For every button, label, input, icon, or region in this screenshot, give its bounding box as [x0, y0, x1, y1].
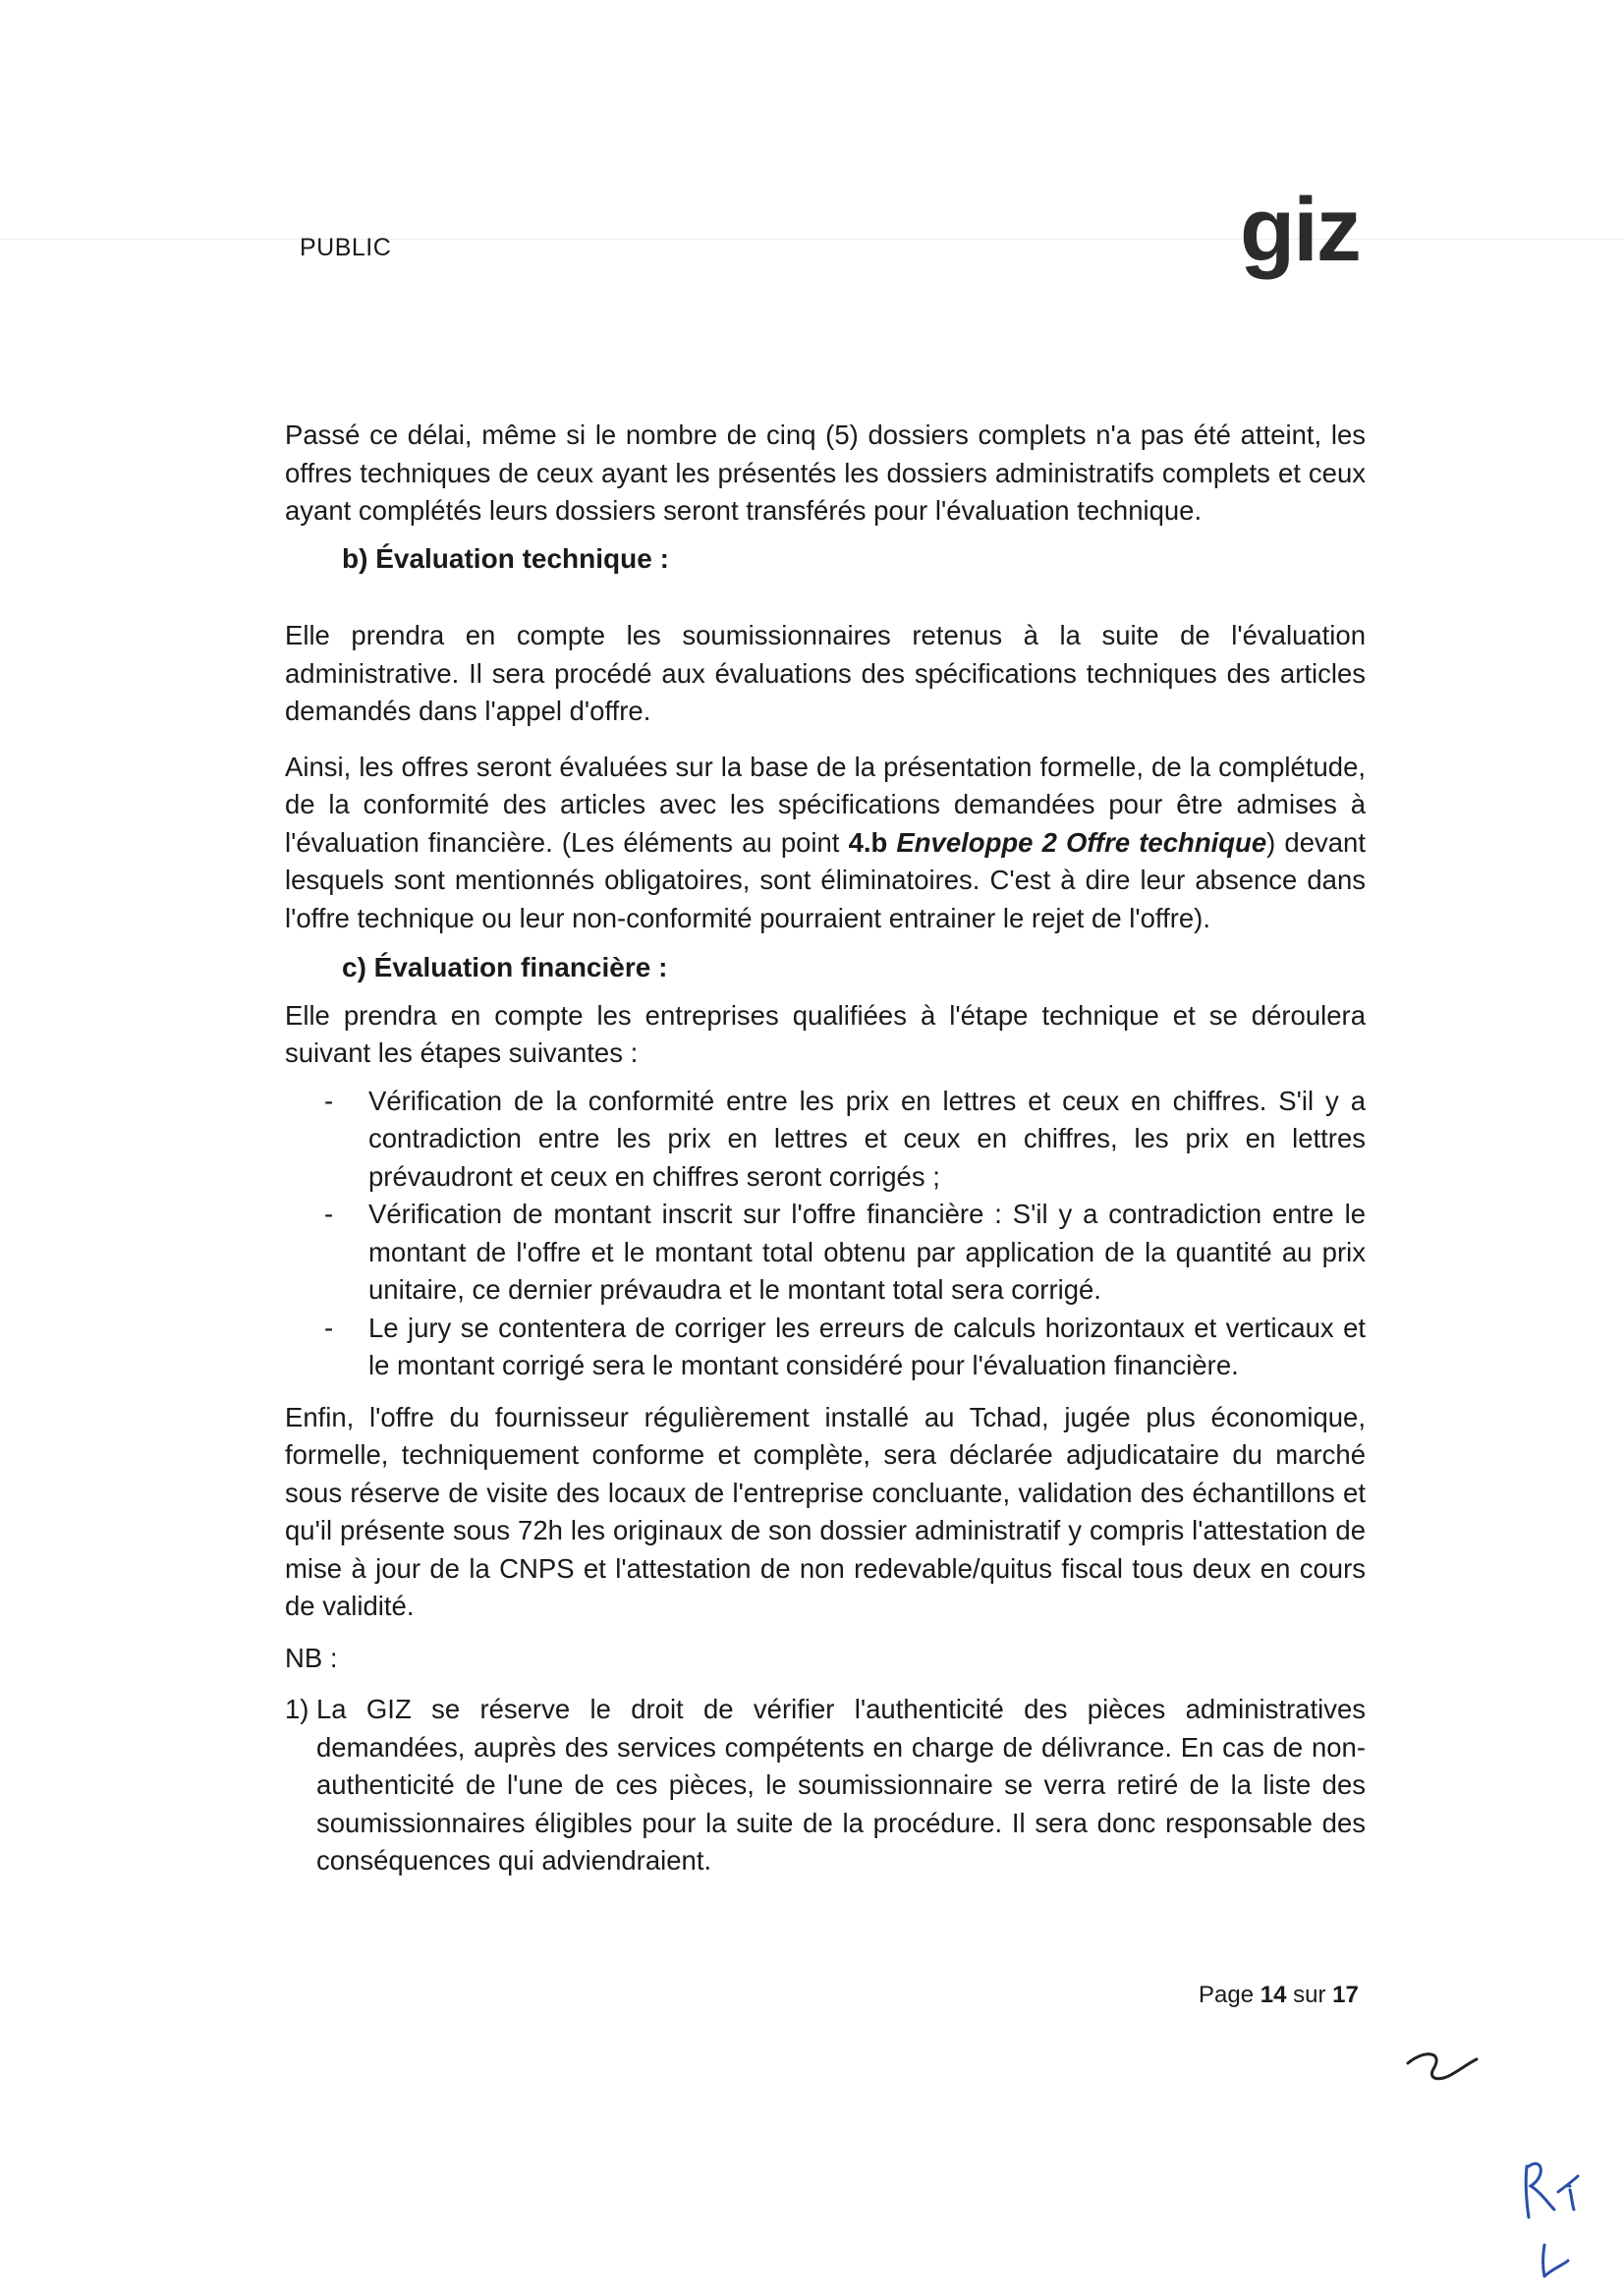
heading-financial-evaluation: c) Évaluation financière :: [342, 952, 668, 982]
handwritten-mark: [1400, 2044, 1488, 2112]
scan-line: [0, 239, 1624, 240]
list-item-text: Le jury se contentera de corriger les erreurs de calculs horizontaux et verticaux et le montant corrigé sera le montant considéré pour l'évaluation financière.: [368, 1312, 1366, 1380]
section-reference-number: 4.b: [848, 826, 888, 858]
page-current: 14: [1260, 1982, 1287, 2008]
list-item: [285, 1196, 1366, 1310]
section-reference-title: Enveloppe 2 Offre technique: [887, 826, 1267, 858]
bullet-dash: -: [324, 1085, 334, 1116]
nb-item-text: La GIZ se réserve le droit de vérifier l'authenticité des pièces administratives demandées, auprès des services compétents en charge de délivrance. En cas de non-authenticité de l'une de ces pièces, le soumissionnaire se verra retiré de la liste des soumissionnaires éligibles pour la suite de la procédure. Il sera donc responsable des conséquences qui adviendraient.: [316, 1694, 1366, 1876]
heading-technical-evaluation: b) Évaluation technique :: [342, 542, 669, 574]
giz-logo: giz: [1240, 180, 1360, 280]
handwritten-initials: [1513, 2147, 1601, 2284]
list-item-text: Vérification de montant inscrit sur l'offre financière : S'il y a contradiction entre le montant de l'offre et le montant total obtenu par application de la quantité au prix unitaire, ce dernier prévaudra et le montant total sera corrigé.: [368, 1199, 1366, 1305]
paragraph-financial-scope: Elle prendra en compte les entreprises qualifiées à l'étape technique et se déroulera suivant les étapes suivantes :: [285, 999, 1366, 1068]
sur-word: sur: [1293, 1982, 1326, 2008]
bullet-dash: -: [324, 1199, 334, 1229]
paragraph-technical-criteria: [285, 749, 1366, 938]
paragraph-technical-scope: Elle prendra en compte les soumissionnaires retenus à la suite de l'évaluation administrative. Il sera procédé aux évaluations des spécifications techniques des articles demandés dans l'appel d'offre.: [285, 620, 1366, 726]
document-body: [285, 417, 1366, 1880]
nb-item-number: 1): [285, 1694, 309, 1724]
list-item: [285, 1310, 1366, 1385]
classification-label: PUBLIC: [300, 234, 392, 261]
nb-label: NB :: [285, 1642, 338, 1673]
paragraph-award-conditions: Enfin, l'offre du fournisseur régulièrement installé au Tchad, jugée plus économique, formelle, techniquement conforme et complète, sera déclarée adjudicataire du marché sous réserve de visite des locaux de l'entreprise concluante, validation des échantillons et qu'il présente sous 72h les originaux de son dossier administratif y compris l'attestation de mise à jour de la CNPS et l'attestation de non redevable/quitus fiscal tous deux en cours de validité.: [285, 1401, 1366, 1621]
page-total: 17: [1332, 1982, 1359, 2008]
financial-steps-list: [285, 1083, 1366, 1385]
criteria-text-end: ) devant lesquels sont mentionnés obligatoires, sont éliminatoires. C'est à dire leur absence dans l'offre technique ou leur non-conformité pourraient entrainer le rejet de l'offre).: [285, 826, 1366, 933]
page-number: [1199, 1982, 1359, 2009]
bullet-dash: -: [324, 1312, 334, 1343]
nb-item: [285, 1691, 1366, 1880]
page-word: Page: [1199, 1982, 1255, 2008]
list-item: [285, 1083, 1366, 1197]
paragraph-deadline: Passé ce délai, même si le nombre de cinq (5) dossiers complets n'a pas été atteint, les offres techniques de ceux ayant les présentés les dossiers administratifs complets et ceux ayant complétés leurs dossiers seront transférés pour l'évaluation technique.: [285, 420, 1366, 526]
list-item-text: Vérification de la conformité entre les prix en lettres et ceux en chiffres. S'il y a contradiction entre les prix en lettres et ceux en chiffres, les prix en lettres prévaudront et ceux en chiffres seront corrigés ;: [368, 1085, 1366, 1192]
criteria-text-start: Ainsi, les offres seront évaluées sur la base de la présentation formelle, de la complétude, de la conformité des articles avec les spécifications demandées pour être admises à l'évaluation financière. (Les éléments au point: [285, 751, 1366, 858]
